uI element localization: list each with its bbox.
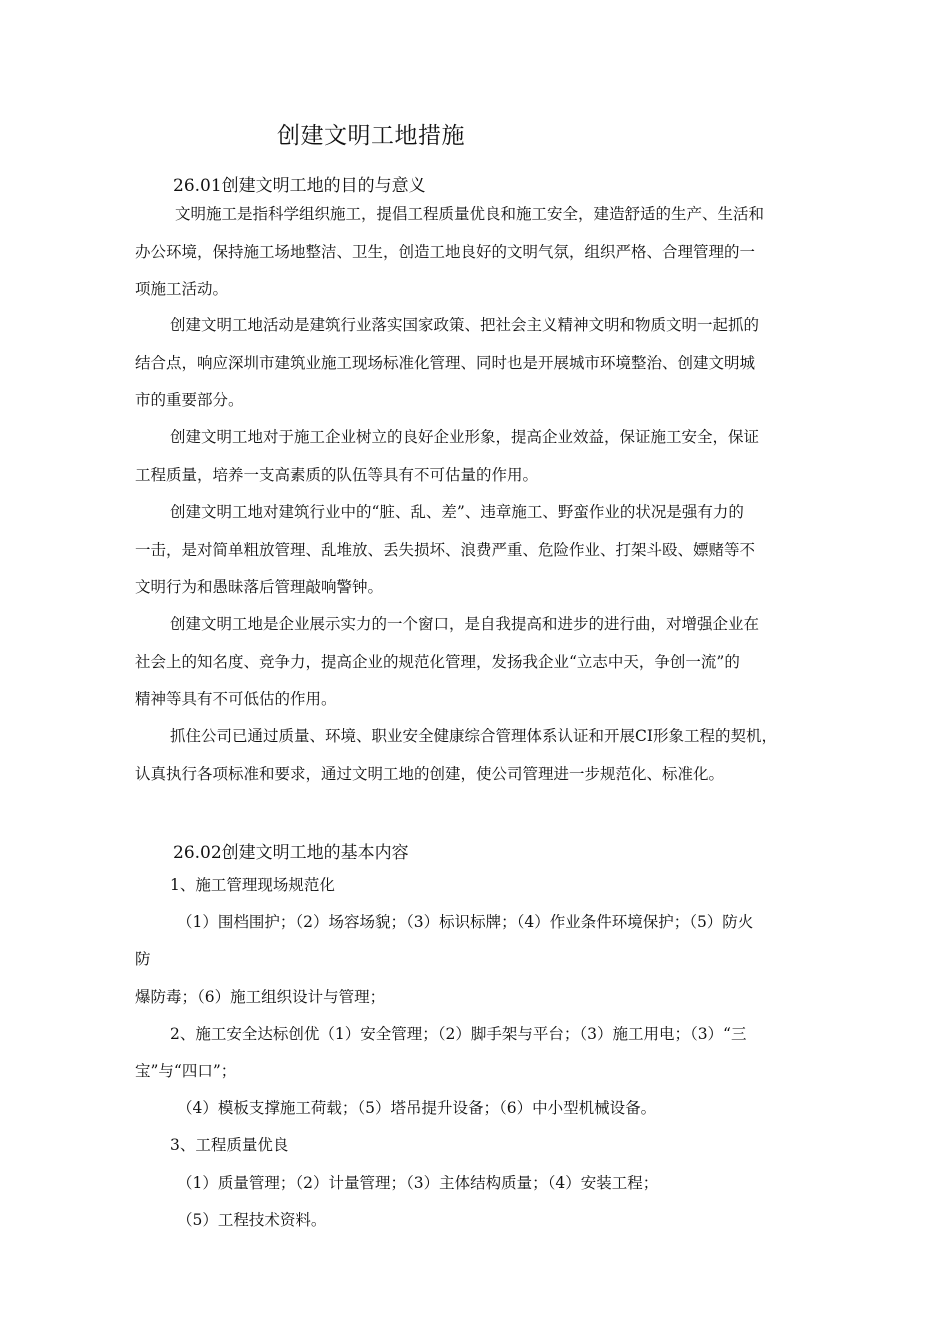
- item-1-line-2: 防: [135, 950, 151, 968]
- item-1-title: 1、施工管理现场规范化: [170, 876, 335, 894]
- item-3-line-1: （1）质量管理；（2）计量管理；（3）主体结构质量；（4）安装工程；: [177, 1174, 659, 1192]
- paragraph-line: 文明施工是指科学组织施工，提倡工程质量优良和施工安全，建造舒适的生产、生活和: [175, 205, 765, 223]
- section-heading-26-01: 26.01创建文明工地的目的与意义: [173, 176, 426, 196]
- item-1-line-3: 爆防毒；（6）施工组织设计与管理；: [135, 988, 386, 1006]
- paragraph-line: 创建文明工地是企业展示实力的一个窗口，是自我提高和进步的进行曲，对增强企业在: [170, 615, 760, 633]
- item-2-line-3: （4）模板支撑施工荷载；（5）塔吊提升设备；（6）中小型机械设备。: [177, 1099, 657, 1117]
- paragraph-line: 市的重要部分。: [135, 391, 244, 409]
- paragraph-3: [135, 419, 835, 494]
- paragraph-line: 一击，是对简单粗放管理、乱堆放、丢失损坏、浪费严重、危险作业、打架斗殴、嫖赌等不: [135, 540, 756, 559]
- paragraph-line: 创建文明工地对于施工企业树立的良好企业形象，提高企业效益，保证施工安全，保证: [170, 428, 760, 446]
- paragraph-line: 创建文明工地对建筑行业中的“脏、乱、差”、违章施工、野蛮作业的状况是强有力的: [170, 503, 744, 521]
- paragraph-4: [135, 494, 835, 607]
- item-3-line-2: （5）工程技术资料。: [177, 1211, 327, 1229]
- document-title: 创建文明工地措施: [277, 123, 465, 149]
- paragraph-line: 工程质量，培养一支高素质的队伍等具有不可估量的作用。: [135, 465, 539, 484]
- paragraph-6: [135, 718, 835, 793]
- section-heading-26-02: 26.02创建文明工地的基本内容: [173, 843, 409, 863]
- item-2-line-2: 宝”与“四口”；: [135, 1062, 237, 1080]
- paragraph-5: [135, 606, 835, 719]
- paragraph-line: 创建文明工地活动是建筑行业落实国家政策、把社会主义精神文明和物质文明一起抓的: [170, 316, 760, 334]
- paragraph-line: 办公环境，保持施工场地整洁、卫生，创造工地良好的文明气氛，组织严格、合理管理的一: [135, 242, 756, 261]
- paragraph-line: 认真执行各项标准和要求，通过文明工地的创建，使公司管理进一步规范化、标准化。: [135, 764, 725, 783]
- paragraph-1: [135, 196, 835, 309]
- paragraph-line: 精神等具有不可低估的作用。: [135, 690, 337, 708]
- paragraph-line: 社会上的知名度、竞争力，提高企业的规范化管理，发扬我企业“立志中天，争创一流”的: [135, 652, 740, 671]
- paragraph-2: [135, 307, 835, 420]
- paragraph-line: 文明行为和愚昧落后管理敲响警钟。: [135, 578, 384, 596]
- item-1-line-1: （1）围档围护；（2）场容场貌；（3）标识标牌；（4）作业条件环境保护；（5）防火: [177, 913, 754, 931]
- paragraph-line: 项施工活动。: [135, 280, 229, 298]
- item-3-title: 3、工程质量优良: [170, 1136, 289, 1154]
- item-2-line-1: 2、施工安全达标创优（1）安全管理；（2）脚手架与平台；（3）施工用电；（3）“三: [170, 1025, 747, 1043]
- paragraph-line: 抓住公司已通过质量、环境、职业安全健康综合管理体系认证和开展CI形象工程的契机，: [170, 727, 777, 745]
- paragraph-line: 结合点，响应深圳市建筑业施工现场标准化管理、同时也是开展城市环境整治、创建文明城: [135, 353, 756, 372]
